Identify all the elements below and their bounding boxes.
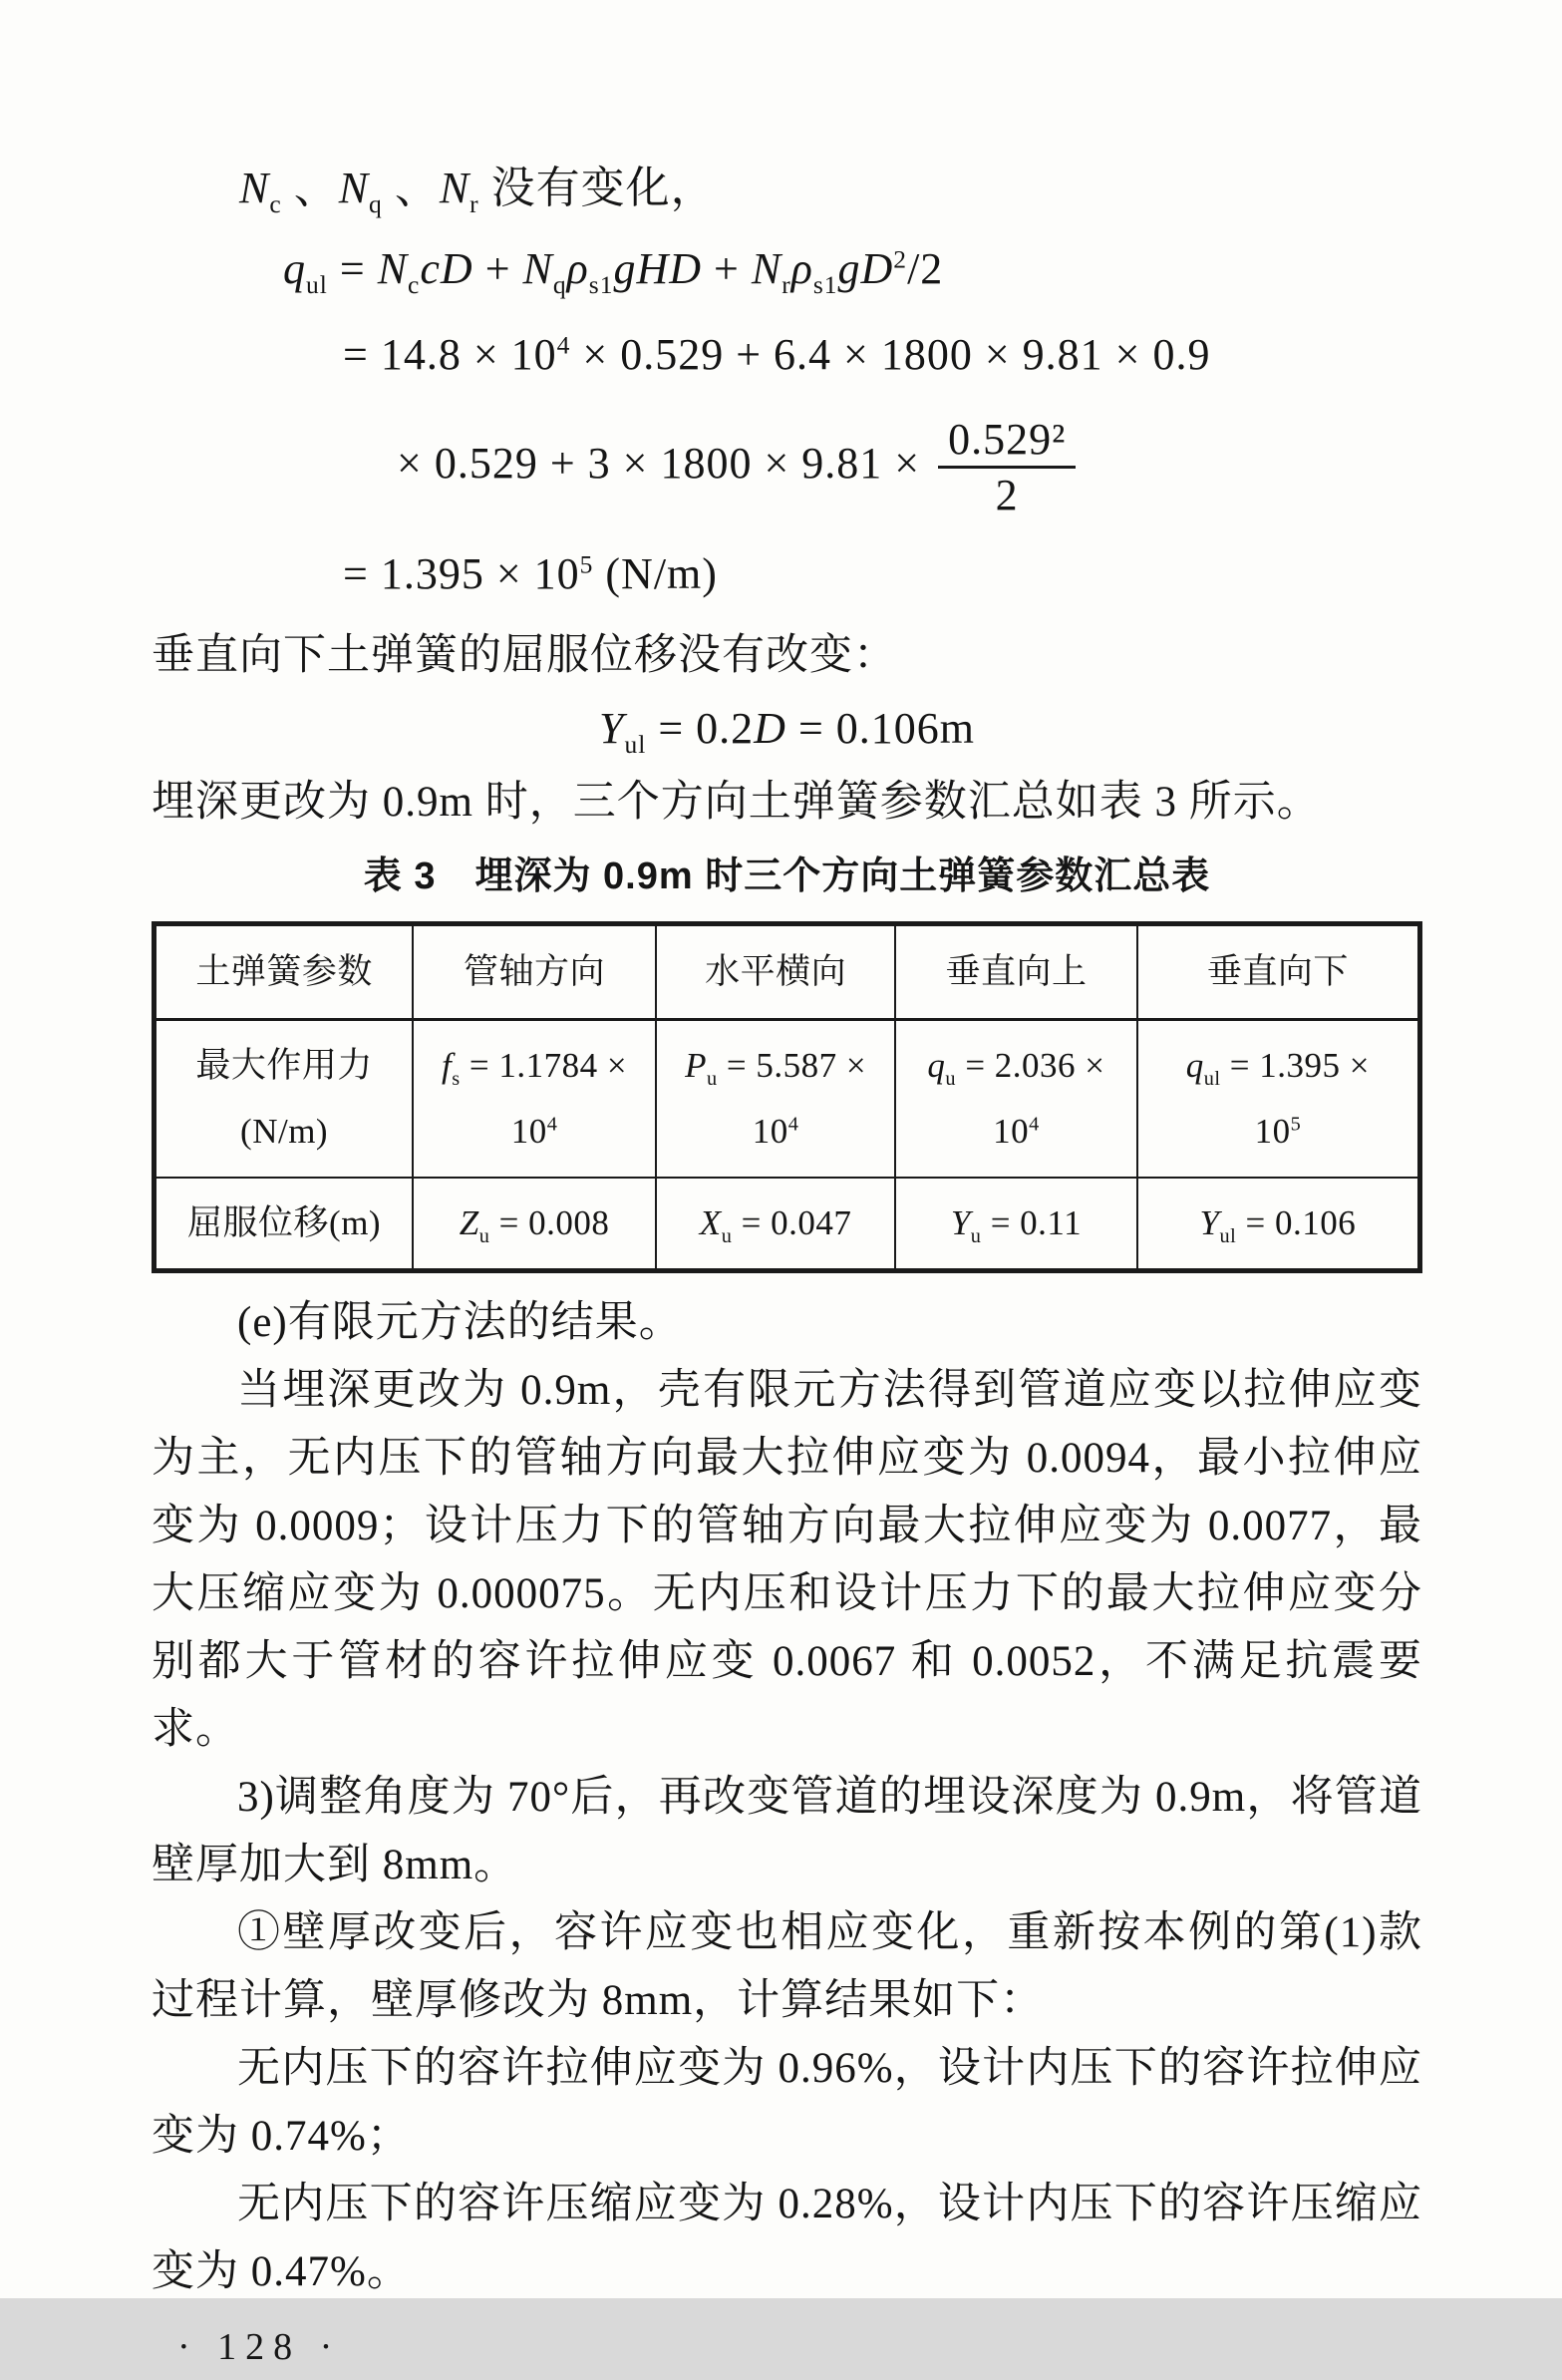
soil-spring-parameter-table bbox=[152, 921, 1422, 1273]
equation-line-1: $q_{ul} = N_ccD + N_q\rho_{s1}gHD + N_r\rho_{s1}gD^2/2$ bbox=[283, 244, 944, 299]
equation-line-2: = $14.8 \times 10^4 \times 0.529 + 6.4 \times 1800 \times 9.81 \times 0.9$ bbox=[343, 330, 1211, 379]
paragraph-table-intro: 埋深更改为 0.9m 时，三个方向土弹簧参数汇总如表 3 所示。 bbox=[152, 779, 1321, 826]
header-cell-horizontal: 水平横向 bbox=[656, 924, 895, 1020]
equation-line-4: = $1.395 \times 10^5$ (N/m) bbox=[343, 549, 718, 598]
disp-cell-vertical-down: $Y_{ul} = 0.106$ bbox=[1137, 1178, 1420, 1271]
header-cell-vertical-down: 垂直向下 bbox=[1137, 924, 1420, 1020]
force-cell-axial: $f_s = 1.1784$ × $10^4$ bbox=[413, 1020, 656, 1179]
row-label-max-force: 最大作用力 (N/m) bbox=[155, 1020, 414, 1179]
paragraph-n-coefficients: $N_c$ 、$N_q$ 、$N_r$ 没有变化， bbox=[239, 164, 716, 218]
table-caption: 表 3 埋深为 0.9m 时三个方向土弹簧参数汇总表 bbox=[363, 855, 1211, 897]
row-label-yield-displacement: 屈服位移(m) bbox=[155, 1178, 414, 1271]
paragraph-yield-displacement: 垂直向下土弹簧的屈服位移没有改变： bbox=[152, 632, 897, 679]
header-cell-vertical-up: 垂直向上 bbox=[895, 924, 1137, 1020]
header-cell-parameter: 土弹簧参数 bbox=[155, 924, 414, 1020]
force-cell-vertical-down: $q_{ul} = 1.395$ × $10^5$ bbox=[1137, 1020, 1420, 1179]
equation-line-3-runs: × 0.529 + 3 × 1800 × 9.81 × $\frac{\text{0.529²}}{2}$ bbox=[397, 399, 1076, 528]
header-cell-axial: 管轴方向 bbox=[413, 924, 656, 1020]
equation-yul: $Y_{ul} = 0.2D = 0.106m$ bbox=[599, 704, 975, 759]
force-cell-vertical-up: $q_u = 2.036$ × $10^4$ bbox=[895, 1020, 1137, 1179]
table-row-yield-displacement bbox=[155, 1178, 1420, 1271]
force-cell-horizontal: $P_u = 5.587$ × $10^4$ bbox=[656, 1020, 895, 1179]
paragraph-allowable-tensile: 无内压下的容许拉伸应变为 0.96%，设计内压下的容许拉伸应变为 0.74%； bbox=[152, 2045, 1422, 2160]
disp-cell-vertical-up: $Y_u = 0.11$ bbox=[895, 1178, 1137, 1271]
paragraph-fem-heading: (e)有限元方法的结果。 bbox=[237, 1299, 683, 1346]
table-header-row bbox=[155, 924, 1420, 1020]
equation-line-3 bbox=[397, 399, 1422, 528]
page-number: · 128 · bbox=[177, 2326, 342, 2368]
paragraph-allowable-compressive: 无内压下的容许压缩应变为 0.28%，设计内压下的容许压缩应变为 0.47%。 bbox=[152, 2181, 1422, 2295]
paragraph-wall-thickness: ①壁厚改变后，容许应变也相应变化，重新按本例的第(1)款过程计算，壁厚修改为 8mm，计算结果如下： bbox=[152, 1909, 1422, 2024]
equation-block-qul bbox=[152, 227, 1422, 620]
paragraph-fem-results: 当埋深更改为 0.9m，壳有限元方法得到管道应变以拉伸应变为主，无内压下的管轴方向最大拉伸应变为 0.0094，最小拉伸应变为 0.0009；设计压力下的管轴方向最大拉伸应变为 0.0077，最大压缩应变为 0.000075。无内压和设计压力下的最大拉伸应变分别都大于管材的容许拉伸应变 0.0067 和 0.0052，不满足抗震要求。 bbox=[152, 1367, 1422, 1753]
paragraph-adjust-angle: 3)调整角度为 70°后，再改变管道的埋设深度为 0.9m，将管道壁厚加大到 8mm。 bbox=[152, 1774, 1422, 1888]
disp-cell-axial: $Z_u = 0.008$ bbox=[413, 1178, 656, 1271]
disp-cell-horizontal: $X_u = 0.047$ bbox=[656, 1178, 895, 1271]
table-row-max-force bbox=[155, 1020, 1420, 1179]
